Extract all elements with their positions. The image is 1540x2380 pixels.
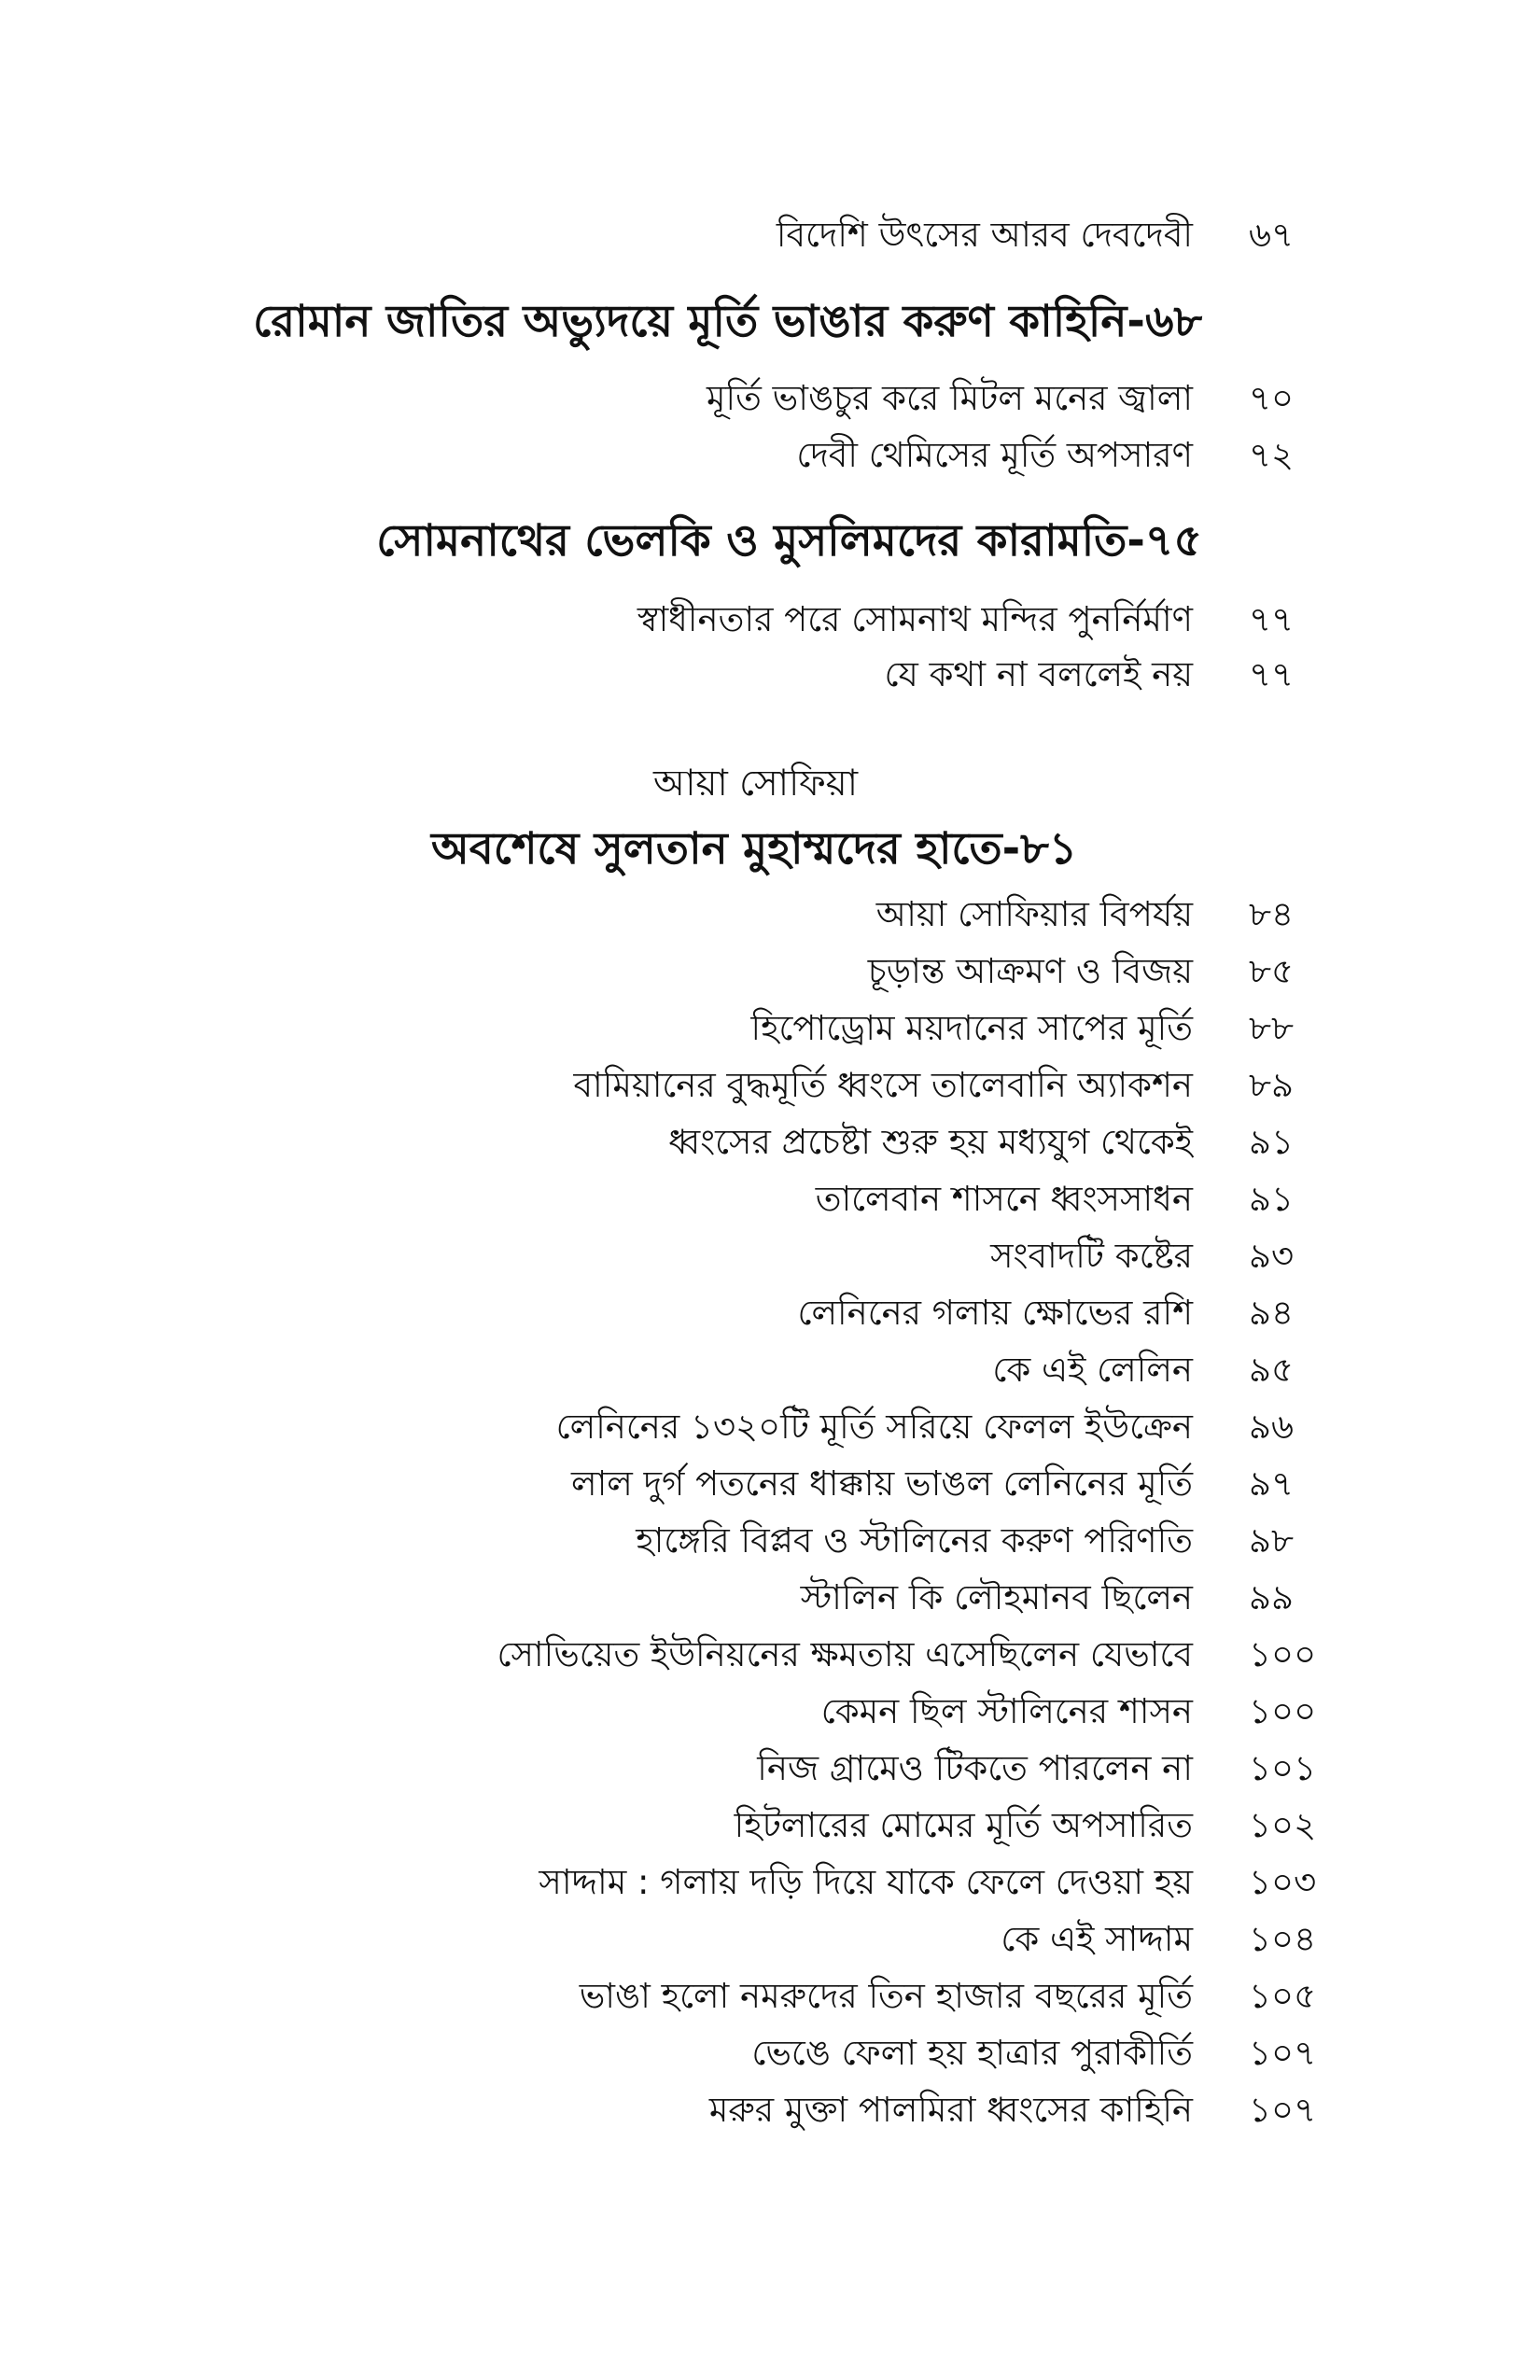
section-heading: রোমান জাতির অভ্যুদয়ে মূর্তি ভাঙার করুণ কাহিনি-৬৮ (253, 296, 1202, 347)
section-heading: অবশেষে সুলতান মুহাম্মদের হাতে-৮১ (431, 823, 1078, 875)
toc-entry-title: হাঙ্গেরি বিপ্লব ও স্টালিনের করুণ পরিণতি (636, 1520, 1193, 1561)
toc-entry-title: ভাঙা হলো নমরুদের তিন হাজার বছরের মূর্তি (579, 1976, 1193, 2016)
toc-entry-page: ১০০ (1249, 1691, 1317, 1731)
toc-entry-title: তালেবান শাসনে ধ্বংসসাধন (815, 1179, 1193, 1219)
toc-entry-page: ৭২ (1249, 435, 1295, 475)
toc-entry-title: ধ্বংসের প্রচেষ্টা শুরু হয় মধ্যযুগ থেকেই (668, 1122, 1193, 1162)
toc-entry-page: ৭৭ (1249, 654, 1295, 694)
toc-entry-page: ৯৫ (1249, 1350, 1295, 1390)
toc-entry-page: ৯৮ (1249, 1520, 1295, 1561)
section-heading: সোমনাথের ভেলকি ও মুসলিমদের কারামতি-৭৫ (376, 515, 1202, 567)
toc-entry-title: লেনিনের ১৩২০টি মূর্তি সরিয়ে ফেলল ইউক্রেন (555, 1407, 1193, 1447)
toc-entry-title: কে এই লেলিন (992, 1350, 1193, 1390)
toc-entry (0, 2025, 1540, 2081)
toc-entry (0, 1513, 1540, 1569)
toc-entry (0, 1627, 1540, 1683)
toc-entry-title: বিদেশি উৎসের আরব দেবদেবী (776, 215, 1193, 255)
toc-entry-title: ভেঙে ফেলা হয় হাত্রার পুরাকীর্তি (751, 2033, 1193, 2073)
toc-entry-page: ১০১ (1249, 1748, 1317, 1788)
toc-entry-page: ৯৯ (1249, 1577, 1295, 1617)
toc-entry (0, 1399, 1540, 1455)
toc-entry-title: সোভিয়েত ইউনিয়নের ক্ষমতায় এসেছিলেন যেভাবে (497, 1634, 1193, 1674)
toc-entry (0, 1911, 1540, 1967)
toc-entry-page: ৯১ (1249, 1179, 1295, 1219)
toc-entry-page: ৯৭ (1249, 1463, 1295, 1504)
toc-entry-page: ৯৪ (1249, 1293, 1295, 1333)
toc-entry-title: বামিয়ানের বুদ্ধমূর্তি ধ্বংসে তালেবানি অ্যাকশন (573, 1065, 1193, 1105)
toc-entry-page: ৭৭ (1249, 599, 1295, 639)
toc-entry-page: ১০৭ (1249, 2090, 1317, 2130)
toc-entry-title: লাল দুর্গ পতনের ধাক্কায় ভাঙল লেনিনের মূর্তি (571, 1463, 1193, 1504)
toc-entry (0, 1456, 1540, 1512)
toc-entry (0, 1741, 1540, 1797)
toc-entry (0, 887, 1540, 943)
toc-entry-title: লেনিনের গলায় ক্ষোভের রশি (797, 1293, 1193, 1333)
toc-entry (0, 1001, 1540, 1057)
toc-entry (0, 592, 1540, 648)
toc-entry-title: কেমন ছিল স্টালিনের শাসন (820, 1691, 1193, 1731)
toc-entry-title: সংবাদটি কষ্টের (990, 1236, 1193, 1276)
toc-entry-page: ১০৭ (1249, 2033, 1317, 2073)
toc-entry-title: স্বাধীনতার পরে সোমনাথ মন্দির পুনর্নির্মাণ (637, 599, 1193, 639)
toc-entry-page: ৮৪ (1249, 894, 1295, 934)
toc-entry (0, 1057, 1540, 1113)
toc-entry (0, 1342, 1540, 1398)
toc-entry-page: ৮৯ (1249, 1065, 1295, 1105)
toc-entry-title: হিটলারের মোমের মূর্তি অপসারিত (734, 1805, 1193, 1845)
toc-entry-title: মরুর মুক্তা পালমিরা ধ্বংসের কাহিনি (708, 2090, 1193, 2130)
toc-entry (0, 1114, 1540, 1170)
toc-entry (0, 1228, 1540, 1284)
toc-entry-title: নিজ গ্রামেও টিকতে পারলেন না (757, 1748, 1193, 1788)
toc-entry-page: ১০৩ (1249, 1862, 1317, 1902)
toc-entry-title: দেবী থেমিসের মূর্তি অপসারণ (796, 435, 1193, 475)
toc-entry-title: হিপোড্রোম ময়দানের সাপের মূর্তি (750, 1008, 1193, 1048)
toc-entry-page: ৯১ (1249, 1122, 1295, 1162)
toc-entry-title: স্টালিন কি লৌহমানব ছিলেন (800, 1577, 1193, 1617)
toc-entry (0, 1171, 1540, 1227)
toc-entry (0, 371, 1540, 427)
toc-entry (0, 1968, 1540, 2024)
toc-entry (0, 944, 1540, 1000)
toc-entry-title: যে কথা না বললেই নয় (884, 654, 1193, 694)
toc-entry-page: ৬৭ (1249, 215, 1295, 255)
toc-entry-title: কে এই সাদ্দাম (1001, 1919, 1193, 1959)
toc-entry-page: ১০০ (1249, 1634, 1317, 1674)
toc-entry-page: ১০৪ (1249, 1919, 1317, 1959)
toc-entry (0, 207, 1540, 263)
toc-entry (0, 2082, 1540, 2138)
toc-entry-page: ১০২ (1249, 1805, 1317, 1845)
toc-entry-title: মূর্তি ভাঙচুর করে মিটল মনের জ্বালা (707, 378, 1193, 418)
toc-entry (0, 1855, 1540, 1911)
toc-entry-title: সাদ্দাম : গলায় দড়ি দিয়ে যাকে ফেলে দেওয়া হয় (539, 1862, 1193, 1902)
toc-entry-title: আয়া সোফিয়ার বিপর্যয় (875, 894, 1193, 934)
toc-entry-page: ৮৮ (1249, 1008, 1295, 1048)
toc-entry (0, 647, 1540, 703)
toc-entry-title: চূড়ান্ত আক্রমণ ও বিজয় (867, 951, 1193, 991)
toc-entry-page: ৭০ (1249, 378, 1295, 418)
section-subheading: আয়া সোফিয়া (653, 763, 859, 805)
toc-entry-page: ৯৩ (1249, 1236, 1295, 1276)
toc-entry-page: ১০৫ (1249, 1976, 1317, 2016)
toc-entry-page: ৮৫ (1249, 951, 1295, 991)
toc-entry (0, 1798, 1540, 1854)
toc-entry (0, 427, 1540, 483)
toc-entry (0, 1684, 1540, 1740)
toc-entry (0, 1570, 1540, 1626)
toc-entry (0, 1285, 1540, 1341)
toc-entry-page: ৯৬ (1249, 1407, 1295, 1447)
